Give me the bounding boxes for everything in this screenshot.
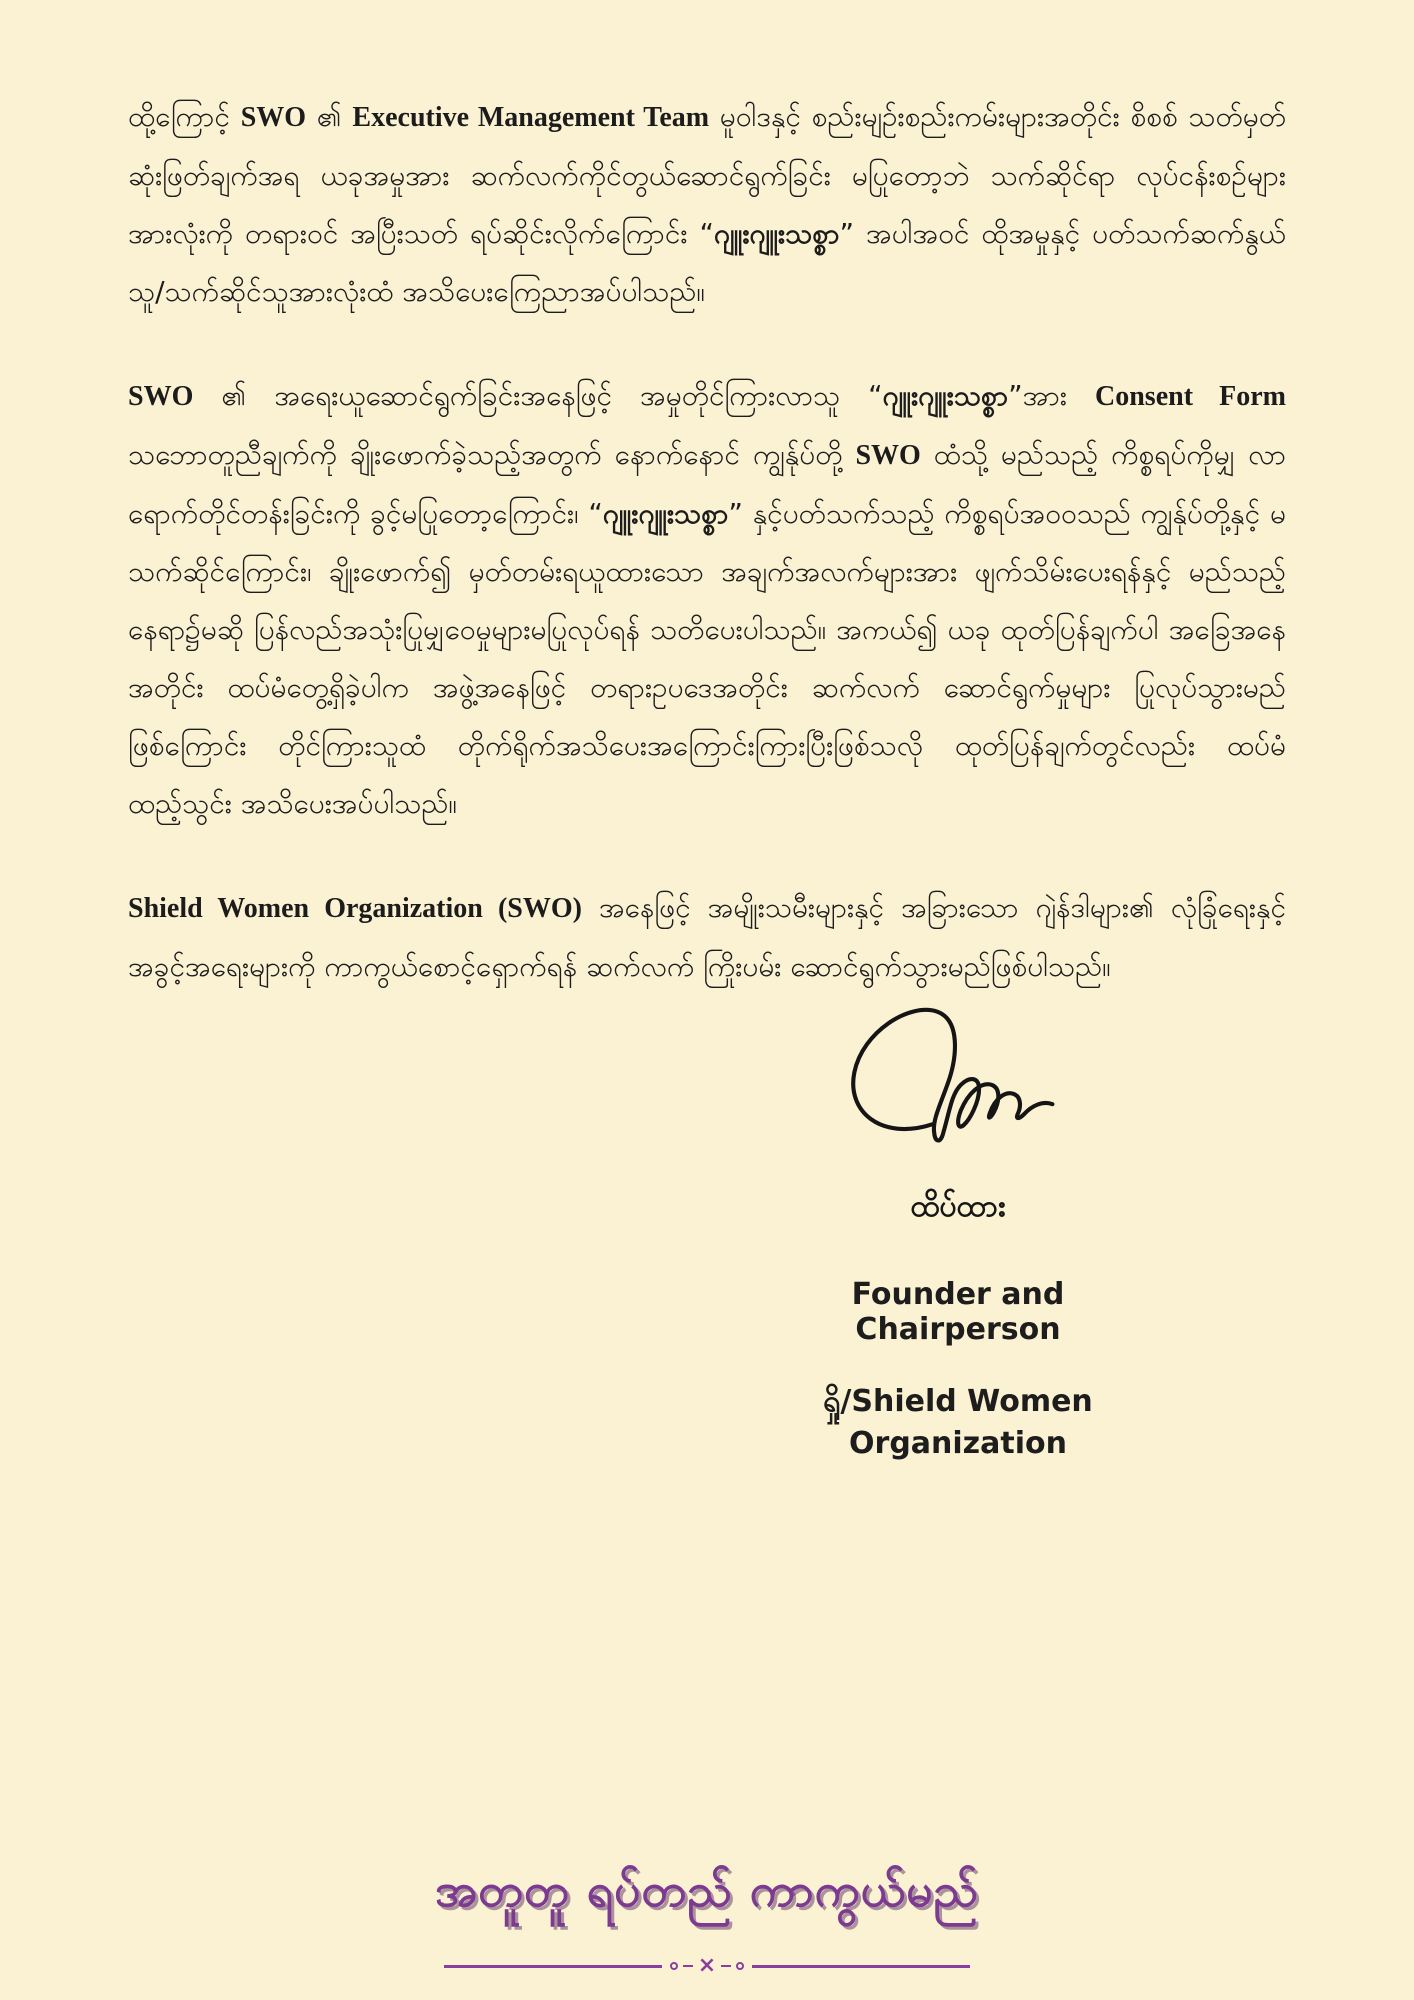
ornament-dash-icon [721, 1965, 731, 1967]
text-run: အနေဖြင့် အမျိုးသမီးများနှင့် အခြားသော ဂျဲန်ဒါများ၏ လုံခြုံရေးနှင့် အခွင့်အရေးများကို ကာကွယ်စောင့်ရှောက်ရန် ဆက်လက် ကြိုးပမ်း ဆောင်ရွက်သွားမည်ဖြစ်ပါသည်။ [128, 891, 1287, 983]
signature-label: ထိပ်ထား [910, 1189, 1006, 1224]
text-run: SWO [128, 381, 194, 412]
ornament-dot-icon [670, 1962, 678, 1970]
divider-line-right [752, 1965, 970, 1968]
ornament-dash-icon [683, 1965, 693, 1967]
footer-divider [444, 1955, 970, 1977]
ornament-dot-icon [736, 1962, 744, 1970]
signer-role: Founder and Chairperson [851, 1277, 1065, 1347]
text-run: ၏ အရေးယူဆောင်ရွက်ခြင်းအနေဖြင့် အမှုတိုင်ကြားလာသူ “ [193, 379, 883, 412]
letter-body [128, 88, 1286, 1042]
text-run: Shield Women Organization (SWO) [128, 893, 582, 924]
text-run: သဘောတူညီချက်ကို ချိုးဖောက်ခဲ့သည့်အတွက် နောက်နောင် ကျွန်ုပ်တို့ [128, 438, 856, 471]
paragraph [128, 879, 1286, 996]
text-run: မူဝါဒနှင့် စည်းမျဉ်းစည်းကမ်းများအတိုင်း စိစစ် သတ်မှတ် ဆုံးဖြတ်ချက်အရ ယခုအမှုအား ဆက်လက်ကိုင်တွယ်ဆောင်ရွက်ခြင်း မပြုတော့ဘဲ သက်ဆိုင်ရာ လုပ်ငန်းစဉ်များအားလုံးကို တရားဝင် အပြီးသတ် ရပ်ဆိုင်းလိုက်ကြောင်း “ [128, 100, 1287, 250]
text-run: SWO [855, 440, 921, 471]
divider-line-left [444, 1965, 662, 1968]
divider-ornament [670, 1955, 744, 1977]
text-run: ထို့ကြောင့် [128, 100, 241, 133]
ornament-cross-icon: × [697, 1953, 717, 1978]
paragraph [128, 367, 1286, 833]
text-run: ထံသို့ မည်သည့် ကိစ္စရပ်ကိုမျှ လာရောက်တိုင်တန်းခြင်းကို ခွင့်မပြုတော့ကြောင်း၊ “ [128, 438, 1286, 530]
text-run: ဂျူးဂျူးသစ္စာ [713, 217, 840, 250]
text-run: ၏ [306, 100, 353, 133]
footer [0, 1862, 1414, 1977]
text-run: ” နှင့်ပတ်သက်သည့် ကိစ္စရပ်အဝဝသည် ကျွန်ုပ်တို့နှင့် မသက်ဆိုင်ကြောင်း၊ ချိုးဖောက်၍ မှတ်တမ်းရယူထားသော အချက်အလက်များအား ဖျက်သိမ်းပေးရန်နှင့် မည်သည့်နေရာ၌မဆို ပြန်လည်အသုံးပြုမျှဝေမှုများမပြုလုပ်ရန် သတိပေးပါသည်။ အကယ်၍ ယခု ထုတ်ပြန်ချက်ပါ အခြေအနေအတိုင်း ထပ်မံတွေ့ရှိခဲ့ပါက အဖွဲ့အနေဖြင့် တရားဥပဒေအတိုင်း ဆက်လက် ဆောင်ရွက်မှုများ ပြုလုပ်သွားမည်ဖြစ်ကြောင်း တိုင်ကြားသူထံ တိုက်ရိုက်အသိပေးအကြောင်းကြားပြီးဖြစ်သလို ထုတ်ပြန်ချက်တွင်လည်း ထပ်မံ ထည့်သွင်း အသိပေးအပ်ပါသည်။ [128, 497, 1286, 820]
text-run: Executive Management Team [352, 102, 710, 133]
text-run: ” အပါအဝင် ထိုအမှုနှင့် ပတ်သက်ဆက်နွယ်သူ/သက်ဆိုင်သူအားလုံးထံ အသိပေးကြေညာအပ်ပါသည်။ [128, 217, 1286, 308]
text-run: ဂျူးဂျူးသစ္စာ [882, 379, 1009, 412]
footer-slogan: အတူတူ ရပ်တည် ကာကွယ်မည် [434, 1863, 980, 1917]
signer-organization: ရှို/Shield Women Organization [823, 1384, 1093, 1461]
text-run: Consent Form [1095, 381, 1286, 412]
text-run: SWO [240, 102, 307, 133]
text-run: ”အား [1008, 379, 1096, 412]
text-run: ဂျူးဂျူးသစ္စာ [602, 497, 729, 530]
paragraph [128, 88, 1286, 321]
signature-scribble [808, 985, 1108, 1150]
signature-block [758, 985, 1158, 1461]
